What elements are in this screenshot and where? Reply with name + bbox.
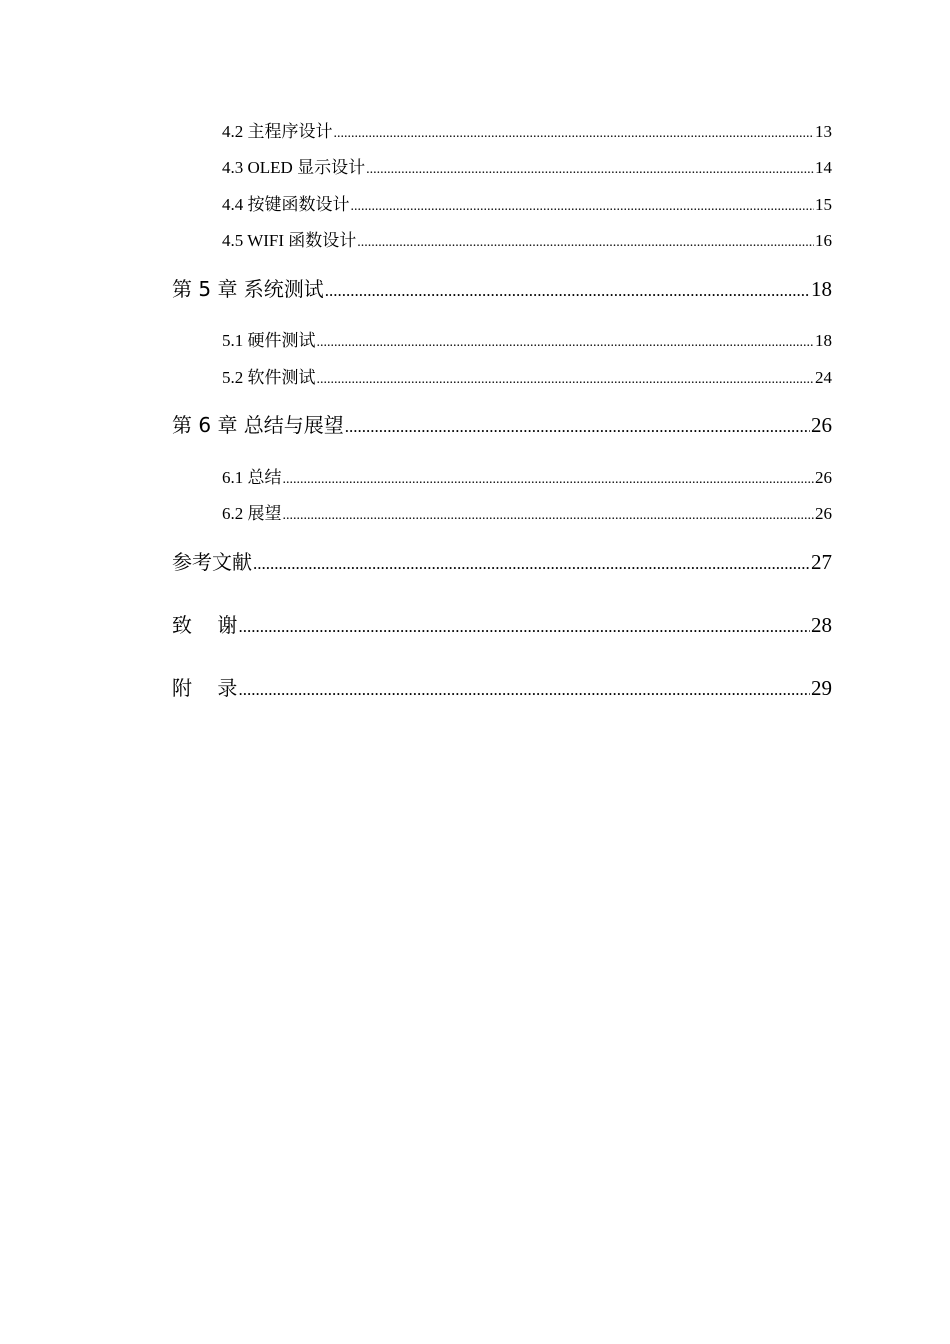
toc-entry-6-1[interactable] bbox=[222, 463, 832, 487]
toc-dot-leader bbox=[238, 680, 810, 700]
toc-dot-leader bbox=[334, 126, 815, 141]
toc-entry-label: 4.5 WIFI 函数设计 bbox=[222, 231, 357, 250]
toc-references[interactable] bbox=[172, 546, 832, 576]
toc-page-number: 24 bbox=[815, 368, 832, 387]
toc-entry-label: 6.1 总结 bbox=[222, 468, 282, 487]
toc-entry-4-5[interactable] bbox=[222, 226, 832, 250]
toc-entry-5-2[interactable] bbox=[222, 363, 832, 387]
toc-page-number: 15 bbox=[815, 195, 832, 214]
toc-chapter-6[interactable] bbox=[172, 409, 832, 439]
toc-entry-5-1[interactable] bbox=[222, 326, 832, 350]
toc-chapter-label: 第 6 章 总结与展望 bbox=[172, 413, 344, 437]
toc-page-number: 28 bbox=[811, 613, 832, 637]
toc-page-number: 27 bbox=[811, 550, 832, 574]
toc-chapter-label: 参考文献 bbox=[172, 550, 252, 574]
toc-acknowledgements[interactable] bbox=[172, 609, 832, 639]
toc-entry-4-4[interactable] bbox=[222, 190, 832, 214]
toc-entry-label: 4.4 按键函数设计 bbox=[222, 195, 350, 214]
toc-chapter-label: 附 录 bbox=[172, 676, 238, 700]
toc-dot-leader bbox=[283, 508, 815, 523]
toc-dot-leader bbox=[345, 417, 810, 437]
toc-page-number: 16 bbox=[815, 231, 832, 250]
toc-chapter-label: 第 5 章 系统测试 bbox=[172, 277, 324, 301]
toc-entry-6-2[interactable] bbox=[222, 499, 832, 523]
toc-chapter-5[interactable] bbox=[172, 273, 832, 303]
toc-dot-leader bbox=[357, 235, 814, 250]
toc-page-number: 29 bbox=[811, 676, 832, 700]
toc-page-number: 18 bbox=[815, 331, 832, 350]
toc-entry-label: 6.2 展望 bbox=[222, 504, 282, 523]
toc-dot-leader bbox=[366, 162, 814, 177]
toc-entry-label: 4.2 主程序设计 bbox=[222, 122, 333, 141]
toc-entry-label: 5.1 硬件测试 bbox=[222, 331, 316, 350]
toc-appendix[interactable] bbox=[172, 672, 832, 702]
toc-page-number: 13 bbox=[815, 122, 832, 141]
toc-page-number: 26 bbox=[815, 504, 832, 523]
toc-dot-leader bbox=[317, 335, 815, 350]
toc-page-number: 18 bbox=[811, 277, 832, 301]
toc-dot-leader bbox=[317, 372, 815, 387]
toc-entry-label: 5.2 软件测试 bbox=[222, 368, 316, 387]
toc-entry-4-2[interactable] bbox=[222, 117, 832, 141]
toc-dot-leader bbox=[283, 472, 815, 487]
toc-entry-4-3[interactable] bbox=[222, 153, 832, 177]
toc-page-number: 14 bbox=[815, 158, 832, 177]
toc-chapter-label: 致 谢 bbox=[172, 613, 238, 637]
toc-page-number: 26 bbox=[815, 468, 832, 487]
toc-dot-leader bbox=[238, 617, 810, 637]
toc-dot-leader bbox=[351, 199, 815, 214]
toc-dot-leader bbox=[253, 554, 810, 574]
toc-entry-label: 4.3 OLED 显示设计 bbox=[222, 158, 366, 177]
toc-dot-leader bbox=[325, 281, 810, 301]
toc-page-number: 26 bbox=[811, 413, 832, 437]
